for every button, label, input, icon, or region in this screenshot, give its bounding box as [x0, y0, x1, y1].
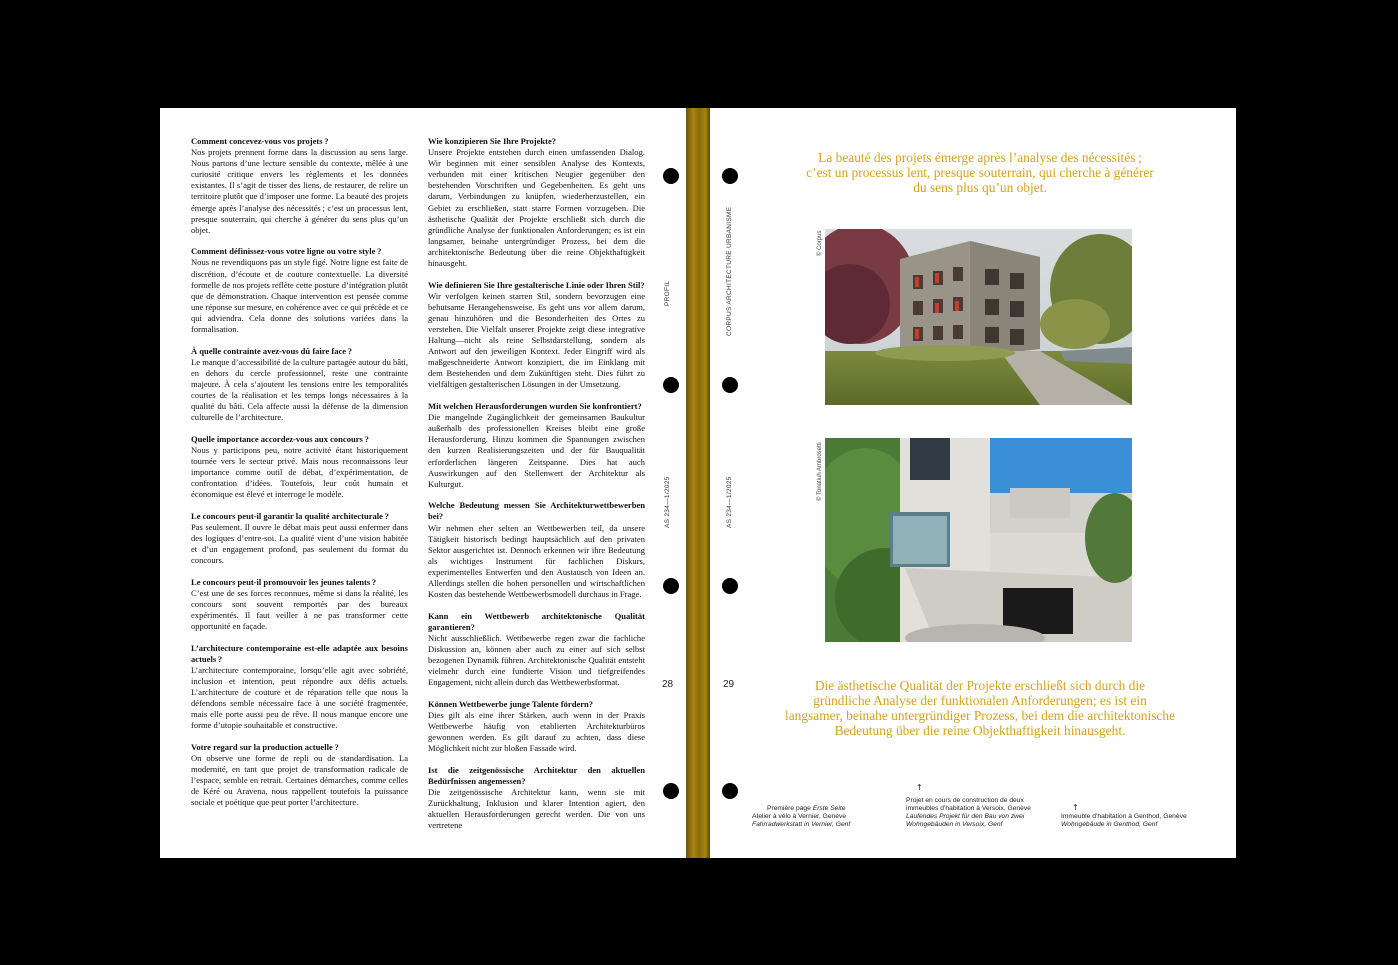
- question: Wie konzipieren Sie Ihre Projekte?: [428, 136, 557, 146]
- text-column-french: [191, 136, 408, 819]
- building-photo-image: [825, 438, 1132, 642]
- qa-block: [191, 511, 408, 566]
- qa-block: [428, 699, 645, 754]
- answer: Dies gilt als eine ihrer Stärken, auch wenn in der Praxis Wettbewerbe häufig von etablierten Architekturbüros gewonnen werden. Es gilt darauf zu achten, dass diese Möglichkeit nicht zur bloßen Fassade wird.: [428, 709, 645, 754]
- binding-hole: [722, 377, 738, 393]
- answer: Nos projets prennent forme dans la discussion au sens large. Nous partons d’une lecture sensible du contexte, mêlée à une curiosité critique envers les règlements et les données existantes. Il s’agit de tisser des liens, de restaurer, de relire un territoire plutôt que d’imposer une forme. La beauté des projets émerge après l’analyse des nécessités ; c’est un processus lent, presque souterrain, qui cherche à générer du sens plus qu’un objet.: [191, 147, 408, 235]
- pull-quote-german: Die ästhetische Qualität der Projekte erschließt sich durch die gründliche Analyse der funktionalen Anforderungen; es ist ein langsamer, beinahe untergründiger Prozess, bei dem die architektonische Bedeutung über die reine Objekthaftigkeit hinausgeht.: [785, 678, 1176, 738]
- page-number: 28: [662, 679, 674, 690]
- question: Votre regard sur la production actuelle ?: [191, 742, 339, 752]
- binding-hole: [663, 783, 679, 799]
- answer: Unsere Projekte entstehen durch einen umfassenden Dialog. Wir beginnen mit einer sensiblen Analyse des Kontexts, verbunden mit einer kritischen Neugier gegenüber den bestehenden Vorschriften und Gegebenheiten. Es geht uns darum, Verbindungen zu knüpfen, wiederherzustellen, ein Gebiet zu erschließen, statt starre Formen vorzugeben. Die ästhetische Qualität der Projekte erschließt sich durch die gründliche Analyse der funktionalen Anforderungen; es ist ein langsamer, beinahe untergründiger Prozess, bei dem die architektonische Bedeutung über die reine Objekthaftigkeit hinausgeht.: [428, 147, 645, 269]
- question: Quelle importance accordez-vous aux concours ?: [191, 433, 369, 444]
- question: L’architecture contemporaine est-elle adaptée aux besoins actuels ?: [191, 642, 408, 664]
- answer: Le manque d’accessibilité de la culture partagée autour du bâti, en dehors du cercle professionnel, reste une contrainte majeure. À cela s’ajoutent les tensions entre les temporalités courtes de la réalisation et les temps longs nécessaires à la qualité du bâti. Cela affecte aussi la défense de la dimension culturelle de l’architecture.: [191, 356, 408, 423]
- question: Le concours peut-il garantir la qualité architecturale ?: [191, 510, 389, 521]
- caption-versoix: [906, 797, 1056, 829]
- qa-block: [191, 577, 408, 632]
- qa-block: [191, 136, 408, 236]
- binding-hole: [722, 783, 738, 799]
- photo-genthod-building: [825, 438, 1132, 642]
- question: Ist die zeitgenössische Architektur den aktuellen Bedürfnissen angemessen?: [428, 764, 645, 786]
- question: Comment concevez-vous vos projets ?: [191, 136, 329, 146]
- qa-block: [428, 280, 645, 391]
- answer: Die zeitgenössische Architektur kann, wenn sie mit Zurückhaltung, Inklusion und klarer Intention agiert, den aktuellen Herausforderungen gerecht werden. Die von uns vertretene: [428, 786, 645, 831]
- answer: C’est une de ses forces reconnues, même si dans la réalité, les concours sont souvent remportés par des bureaux expérimentés. Il faut veiller à ne pas transformer cette opportunité en façade.: [191, 587, 408, 632]
- answer: Nous ne revendiquons pas un style figé. Notre ligne est faite de discrétion, d’écoute et de couture contextuelle. La diversité formelle de nos projets reflète cette posture d’intégration plutôt que de démonstration. Chaque intervention est pensée comme une réponse sur mesure, en cohérence avec ce qui précède et ce qui adviendra. Cela donne des solutions variées dans la formalisation.: [191, 257, 408, 334]
- qa-block: [428, 765, 645, 832]
- qa-block: [191, 246, 408, 335]
- question: À quelle contrainte avez-vous dû faire face ?: [191, 345, 353, 356]
- qa-block: [191, 434, 408, 501]
- caption-genthod: [1061, 813, 1221, 829]
- question: Welche Bedeutung messen Sie Architekturwettbewerben bei?: [428, 500, 645, 522]
- qa-block: [428, 401, 645, 490]
- qa-block: [191, 643, 408, 732]
- answer: On observe une forme de repli ou de standardisation. La modernité, en tant que projet de transformation radicale de l’espace, semble en retrait. Certaines démarches, comme celles de Kéré ou Aravena, nous rappellent toutefois la puissance sociale et poétique que peut porter l’architecture.: [191, 753, 408, 808]
- binding-hole: [663, 377, 679, 393]
- caption-french: Projet en cours de construction de deux immeubles d’habitation à Versoix, Genève: [906, 797, 1031, 813]
- caption-lead-german: Erste Seite: [812, 805, 846, 812]
- qa-block: [428, 611, 645, 689]
- question: Mit welchen Herausforderungen wurden Sie konfrontiert?: [428, 401, 642, 412]
- pull-quote-french: La beauté des projets émerge après l’analyse des nécessités ; c’est un processus lent, presque souterrain, qui cherche à générer du sens plus qu’un objet.: [806, 150, 1154, 195]
- text-column-german: [428, 136, 645, 842]
- answer: Wir verfolgen keinen starren Stil, sondern bevorzugen eine behutsame Herangehensweise. Es geht uns vor allem darum, genau hinzuhören und die Besonderheiten des Ortes zu verstehen. Die Vielfalt unserer Projekte zeigt diese integrative Haltung—nicht als reine Selbstdarstellung, sondern als Antwort auf den jeweiligen Kontext. Jeder Eingriff wird als maßgeschneiderte Antwort konzipiert, die im Einklang mit dem Bestehenden und dem Zukünftigen steht. Dies führt zu vielfältigen gestalterischen Lösungen in der Umsetzung.: [428, 290, 645, 390]
- caption-french: Atelier à vélo à Vernier, Genève: [752, 813, 847, 821]
- issue-label: AS 234—1/2025: [726, 476, 733, 528]
- qa-block: [191, 346, 408, 424]
- issue-label: AS 234—1/2025: [664, 476, 671, 528]
- caption-first-page: [752, 805, 892, 829]
- arrow-up-icon: ↑: [1072, 803, 1079, 812]
- qa-block: [428, 136, 645, 269]
- question: Wie definieren Sie Ihre gestalterische Linie oder Ihren Stil?: [428, 279, 645, 290]
- answer: Die mangelnde Zugänglichkeit der gemeinsamen Baukultur außerhalb des professionellen Kreises bleibt eine große Herausforderung. Hinzu kommen die Spannungen zwischen den kurzen Realisierungszeiten und der für Bauqualität erforderlichen längeren Zeitspanne. Dies hat auch Auswirkungen auf den Stellenwert der Architektur als Kulturgut.: [428, 412, 645, 489]
- caption-german: Wohngebäude in Genthod, Genf: [1061, 821, 1158, 829]
- section-label: PROFIL: [664, 280, 671, 306]
- magazine-spread: [160, 108, 1236, 858]
- qa-block: [428, 500, 645, 600]
- binding-hole: [722, 578, 738, 594]
- caption-german: Fahrradwerkstatt in Vernier, Genf: [752, 821, 851, 829]
- question: Le concours peut-il promouvoir les jeunes talents ?: [191, 576, 377, 587]
- question: Comment définissez-vous votre ligne ou votre style ?: [191, 246, 382, 257]
- answer: Wir nehmen eher selten an Wettbewerben teil, da unsere Tätigkeit historisch bedingt hauptsächlich auf den privaten Sektor ausgerichtet ist. Dennoch erkennen wir ihre Bedeutung als wichtiges Instrument für fachlichen Diskurs, experimentelles Entwerfen und den Austausch von Ideen an. Allerdings stellen die hohen personellen und wirtschaftlichen Kosten das bestehende Wettbewerbsmodell durchaus in Frage.: [428, 522, 645, 600]
- left-page: [160, 108, 686, 858]
- building-render-image: [825, 229, 1132, 405]
- answer: Nicht ausschließlich. Wettbewerbe regen zwar die fachliche Diskussion an, können aber auch zu einer auf sich selbst bezogenen Dynamik führen. Architektonische Qualität entsteht vielmehr durch eine fundierte Vision und tiefgreifendes Engagement, nicht allein durch das Wettbewerbsformat.: [428, 632, 645, 688]
- photo-credit: © Tonatiuh Ambrosetti: [817, 442, 823, 501]
- answer: L’architecture contemporaine, lorsqu’elle agit avec sobriété, inclusion et intention, peut répondre aux défis actuels. L’architecture de couture et de réparation telle que nous la défendons semble nécessaire face à une société fragmentée, mais elle porte aussi peu de rêve. Il nous manque encore une forme d’utopie souhaitable et constructive.: [191, 664, 408, 731]
- right-page: [710, 108, 1236, 858]
- spine-binding: [686, 108, 710, 858]
- binding-hole: [663, 578, 679, 594]
- arrow-up-icon: ↑: [916, 783, 923, 792]
- qa-block: [191, 742, 408, 809]
- photo-credit: © Corpus: [817, 230, 823, 256]
- answer: Pas seulement. Il ouvre le débat mais peut aussi enfermer dans des logiques d’entre-soi. La qualité vient d’une vision habitée et d’un engagement profond, pas seulement du format du concours.: [191, 521, 408, 566]
- caption-french: Immeuble d’habitation à Genthod, Genève: [1061, 813, 1187, 820]
- caption-lead: Première page: [767, 805, 811, 812]
- page-number: 29: [723, 679, 735, 690]
- publication-label: CORPUS ARCHITECTURE URBANISME: [726, 206, 733, 336]
- binding-hole: [663, 168, 679, 184]
- question: Kann ein Wettbewerb architektonische Qualität garantieren?: [428, 610, 645, 632]
- question: Können Wettbewerbe junge Talente fördern?: [428, 698, 594, 709]
- binding-hole: [722, 168, 738, 184]
- photo-versoix-buildings: [825, 229, 1132, 405]
- answer: Nous y participons peu, notre activité étant historiquement tournée vers le secteur privé. Mais nous reconnaissons leur importance comme outil de débat, d’expérimentation, de confrontation d’idées. Toutefois, leur coût humain et économique est élevé et interroge le modèle.: [191, 444, 408, 500]
- caption-german: Laufendes Projekt für den Bau von zwei Wohngebäuden in Versoix, Genf: [906, 813, 1025, 829]
